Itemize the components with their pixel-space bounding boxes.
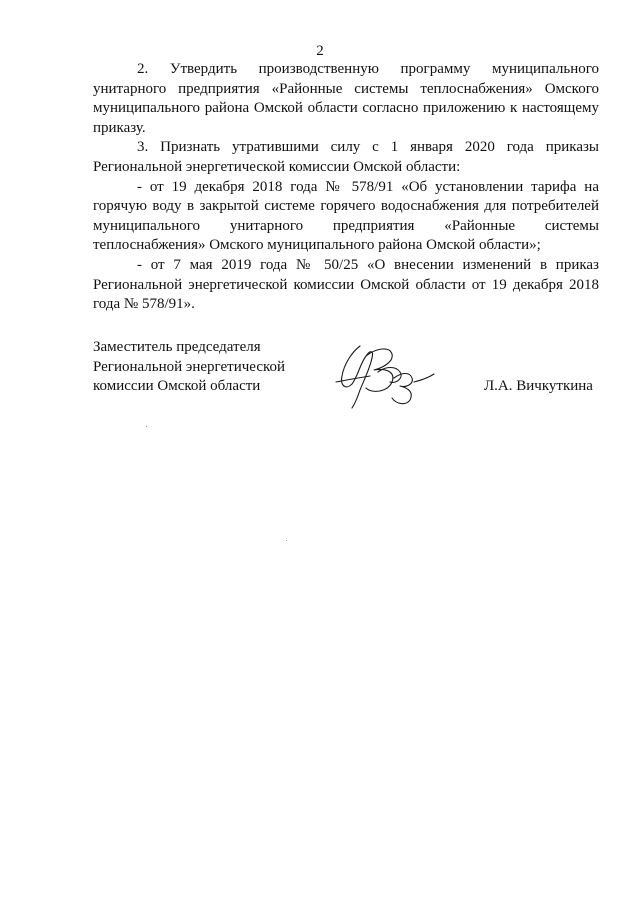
paragraph-approve-program: 2. Утвердить производственную программу муниципального унитарного предприятия «Районные системы теплоснабжения» Омского муниципального района Омской области согласно приложению к настоящему приказу. bbox=[93, 61, 599, 136]
paragraph-repealed-order-50-25: - от 7 мая 2019 года № 50/25 «О внесении изменений в приказ Региональной энергетической комиссии Омской области от 19 декабря 2018 года № 578/91». bbox=[93, 256, 599, 313]
handwritten-signature bbox=[330, 342, 440, 414]
document-body bbox=[93, 60, 599, 315]
signatory-name: Л.А. Вичкуткина bbox=[484, 378, 593, 394]
scan-speck bbox=[146, 426, 147, 427]
signatory-position-line: Заместитель председателя bbox=[93, 339, 261, 355]
paragraph-repeal-orders: 3. Признать утратившими силу с 1 января 2020 года приказы Региональной энергетической комиссии Омской области: bbox=[93, 139, 599, 175]
signatory-position bbox=[93, 338, 293, 397]
signatory-position-line: комиссии Омской области bbox=[93, 378, 261, 395]
page-number: 2 bbox=[316, 43, 324, 59]
scan-speck bbox=[286, 540, 287, 541]
signatory-position-line: Региональной энергетической bbox=[93, 358, 286, 375]
paragraph-repealed-order-578-91: - от 19 декабря 2018 года № 578/91 «Об установлении тарифа на горячую воду в закрытой системе горячего водоснабжения для потребителей муниципального унитарного предприятия «Районные системы теплоснабжения» Омского муниципального района Омской области»; bbox=[93, 178, 599, 254]
